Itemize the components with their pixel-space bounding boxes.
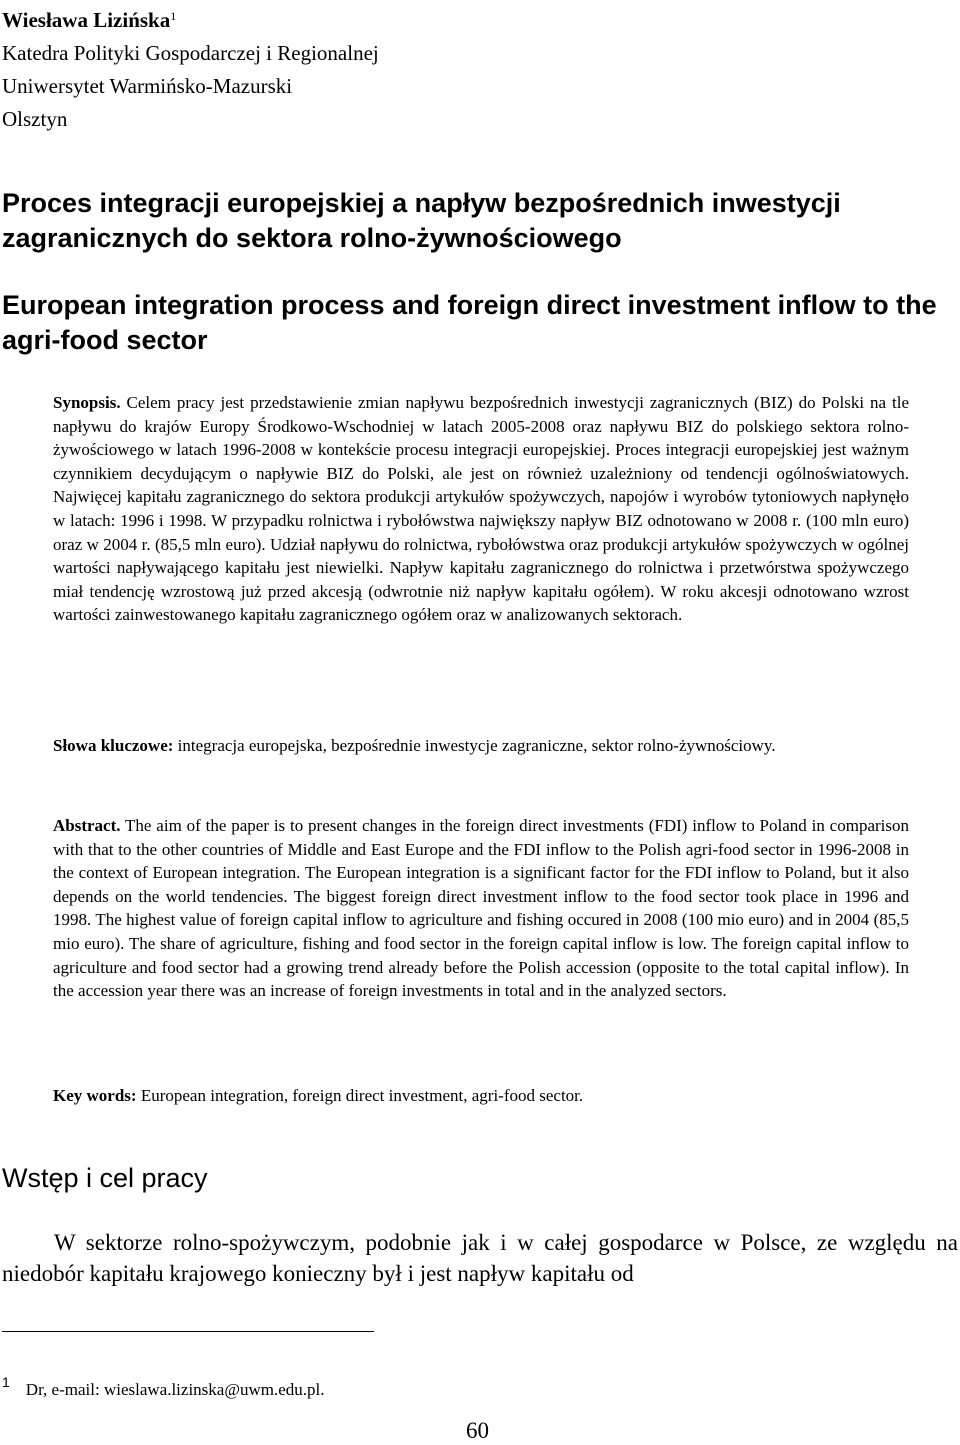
page-number: 60: [466, 1418, 489, 1443]
abstract-paragraph: [53, 814, 909, 1003]
synopsis-text: Celem pracy jest przedstawienie zmian napływu bezpośrednich inwestycji zagranicznych (BIZ) do Polski na tle napływu do krajów Europy Środkowo-Wschodniej w latach 2005-2008 oraz napływu BIZ do polskiego sektora rolno-żywościowego w latach 1996-2008 w kontekście procesu integracji europejskiej. Proces integracji europejskiej jest ważnym czynnikiem decydującym o napływie BIZ do Polski, ale jest on również uzależniony od tendencji ogólnoświatowych. Najwięcej kapitału zagranicznego do sektora produkcji artykułów spożywczych, napojów i wyrobów tytoniowych napłynęło w latach: 1996 i 1998. W przypadku rolnictwa i rybołówstwa największy napływ BIZ odnotowano w 2008 r. (100 mln euro) oraz w 2004 r. (85,5 mln euro). Udział napływu do rolnictwa, rybołówstwa oraz produkcji artykułów spożywczych w ogólnej wartości napływającego kapitału jest niewielki. Napływ kapitału zagranicznego do rolnictwa i przetwórstwa spożywczego miał tendencję wzrostową już przed akcesją (odwrotnie niż napływ kapitału ogółem). W roku akcesji odnotowano wzrost wartości zainwestowanego kapitału zagranicznego ogółem oraz w analizowanych sektorach.: [53, 393, 910, 625]
author-name: [2, 4, 379, 37]
synopsis-label: Synopsis.: [53, 393, 121, 412]
section-body-text: W sektorze rolno-spożywczym, podobnie jak i w całej gospodarce w Polsce, ze względu na niedobór kapitału krajowego konieczny był i jest napływ kapitału od: [2, 1230, 958, 1286]
title-polish: Proces integracji europejskiej a napływ bezpośrednich inwestycji zagranicznych do sektora rolno-żywnościowego: [2, 188, 841, 253]
author-name-text: Wiesława Lizińska: [2, 8, 171, 32]
footnote-text: Dr, e-mail: wieslawa.lizinska@uwm.edu.pl.: [25, 1380, 325, 1399]
affiliation-university: Uniwersytet Warmińsko-Mazurski: [2, 74, 293, 98]
author-block: [2, 4, 379, 136]
affiliation-department: Katedra Polityki Gospodarczej i Regionalnej: [2, 41, 379, 65]
keywords-polish-label: Słowa kluczowe:: [53, 736, 174, 755]
footnote-number: 1: [2, 1374, 10, 1390]
keywords-polish: [53, 734, 909, 758]
footnote-separator: [2, 1331, 374, 1332]
synopsis-paragraph: [53, 391, 909, 627]
footnote: [2, 1374, 325, 1400]
keywords-english: [53, 1084, 909, 1108]
title-english: European integration process and foreign direct investment inflow to the agri-food sector: [2, 290, 937, 355]
section-heading: Wstęp i cel pracy: [2, 1163, 208, 1193]
author-footnote-ref: 1: [170, 9, 177, 23]
keywords-english-label: Key words:: [53, 1086, 137, 1105]
abstract-text: The aim of the paper is to present changes in the foreign direct investments (FDI) inflow to Poland in comparison with that to the other countries of Middle and East Europe and the FDI inflow to the Polish agri-food sector in 1996-2008 in the context of European integration. The European integration is a significant factor for the FDI inflow to Poland, but it also depends on the world tendencies. The biggest foreign direct investment inflow to the food sector took place in 1996 and 1998. The highest value of foreign capital inflow to agriculture and fishing occured in 2008 (100 mio euro) and in 2004 (85,5 mio euro). The share of agriculture, fishing and food sector in the foreign capital inflow is low. The foreign capital inflow to agriculture and food sector had a growing trend already before the Polish accession (opposite to the total capital inflow). In the accession year there was an increase of foreign investments in total and in the analyzed sectors.: [53, 816, 909, 1001]
abstract-label: Abstract.: [53, 816, 121, 835]
affiliation-city: Olsztyn: [2, 107, 68, 131]
keywords-english-text: European integration, foreign direct investment, agri-food sector.: [140, 1086, 584, 1105]
keywords-polish-text: integracja europejska, bezpośrednie inwestycje zagraniczne, sektor rolno-żywnościowy.: [177, 736, 776, 755]
